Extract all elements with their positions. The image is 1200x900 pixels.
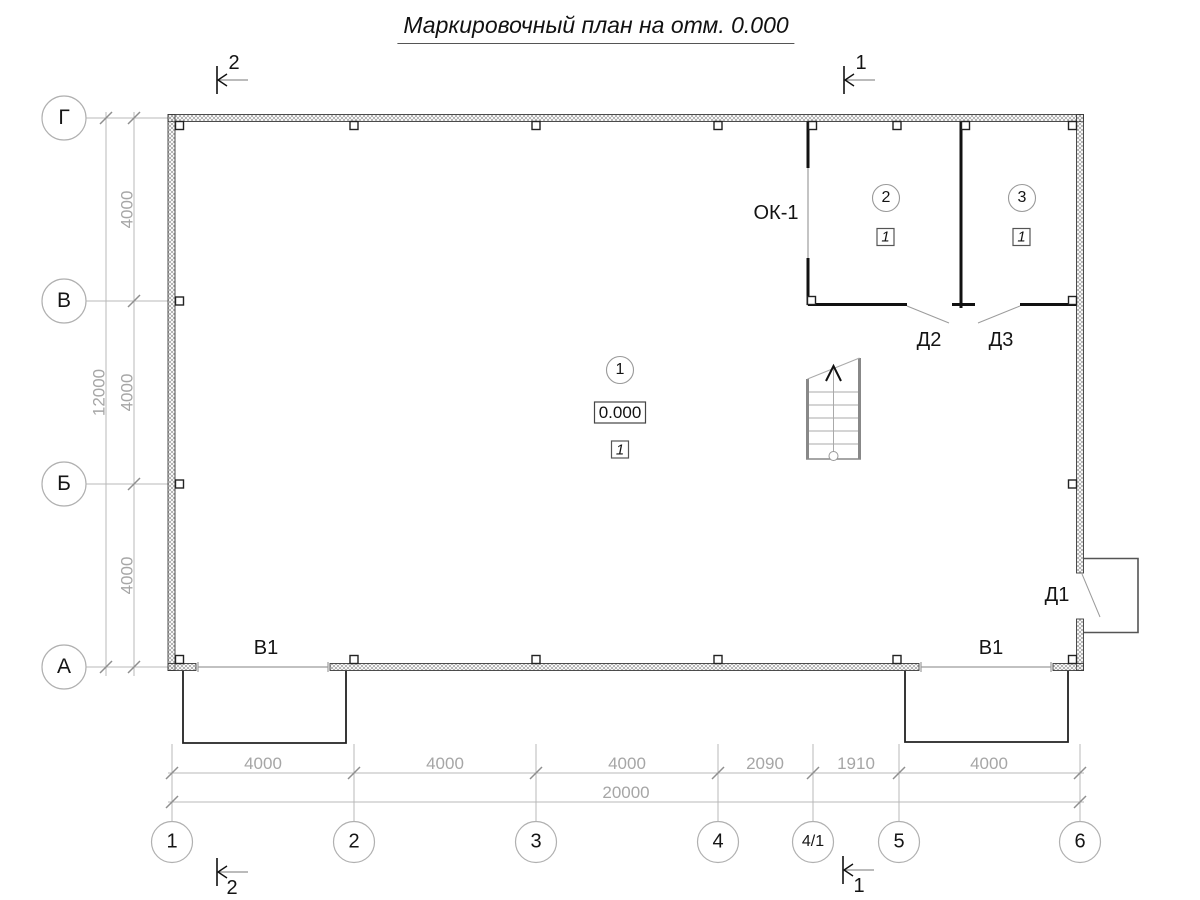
section-mark-1-bottom: 1 — [853, 875, 865, 897]
section-mark-1-top: 1 — [855, 52, 867, 74]
dim-bottom-4000-2: 4000 — [426, 754, 464, 773]
dim-bottom-1910: 1910 — [837, 754, 875, 773]
door-leader-lines — [907, 306, 1100, 617]
dim-left-4000-3: 4000 — [117, 556, 137, 595]
column-markers — [176, 122, 1077, 664]
partition-walls — [808, 122, 1077, 309]
room-1-number: 1 — [615, 361, 625, 378]
door-d2-label: Д2 — [916, 329, 942, 351]
dim-left-total-12000: 12000 — [89, 368, 109, 417]
section-mark-2-bottom: 2 — [226, 877, 238, 899]
axis-col-4: 4 — [712, 830, 724, 853]
porch-door-d1 — [1084, 559, 1138, 633]
window-ok1-label: ОК-1 — [753, 202, 799, 224]
dim-bottom-2090: 2090 — [746, 754, 784, 773]
room-marker-shapes — [595, 185, 1036, 459]
room-3-finish-mark: 1 — [1017, 228, 1026, 246]
drawing-title: Маркировочный план на отм. 0.000 — [397, 12, 794, 44]
axis-col-6: 6 — [1074, 830, 1086, 853]
axis-bubbles — [42, 96, 1101, 863]
section-mark-2-top: 2 — [228, 52, 240, 74]
room-2-finish-mark: 1 — [881, 228, 890, 246]
axis-col-2: 2 — [348, 830, 360, 853]
dim-bottom-4000-3: 4000 — [608, 754, 646, 773]
axis-row-a: А — [56, 655, 72, 678]
dim-bottom-4000-4: 4000 — [970, 754, 1008, 773]
room-1-elevation: 0.000 — [598, 402, 642, 422]
dimension-ticks — [100, 112, 1086, 808]
axis-col-1: 1 — [166, 830, 178, 853]
dim-left-4000-1: 4000 — [117, 190, 137, 229]
axis-grid-lines — [86, 112, 1084, 821]
axis-col-4-1: 4/1 — [801, 833, 825, 850]
axis-row-b: Б — [57, 472, 71, 495]
dim-left-4000-2: 4000 — [117, 373, 137, 412]
room-1-finish-mark: 1 — [615, 441, 625, 458]
gate-v1-left-label: В1 — [253, 637, 279, 659]
stairs — [806, 358, 861, 461]
gate-v1-right-label: В1 — [978, 637, 1004, 659]
dim-bottom-4000-1: 4000 — [244, 754, 282, 773]
exterior-walls — [168, 115, 1084, 671]
axis-row-g: Г — [58, 106, 70, 129]
porch-left — [183, 671, 346, 743]
room-3-number: 3 — [1017, 189, 1027, 206]
axis-col-3: 3 — [530, 830, 542, 853]
door-d1-label: Д1 — [1044, 584, 1070, 606]
axis-col-5: 5 — [893, 830, 905, 853]
axis-row-v: В — [56, 289, 72, 312]
dim-bottom-total-20000: 20000 — [602, 783, 650, 802]
room-2-number: 2 — [881, 189, 891, 206]
door-d3-label: Д3 — [988, 329, 1014, 351]
porch-right — [905, 671, 1068, 742]
